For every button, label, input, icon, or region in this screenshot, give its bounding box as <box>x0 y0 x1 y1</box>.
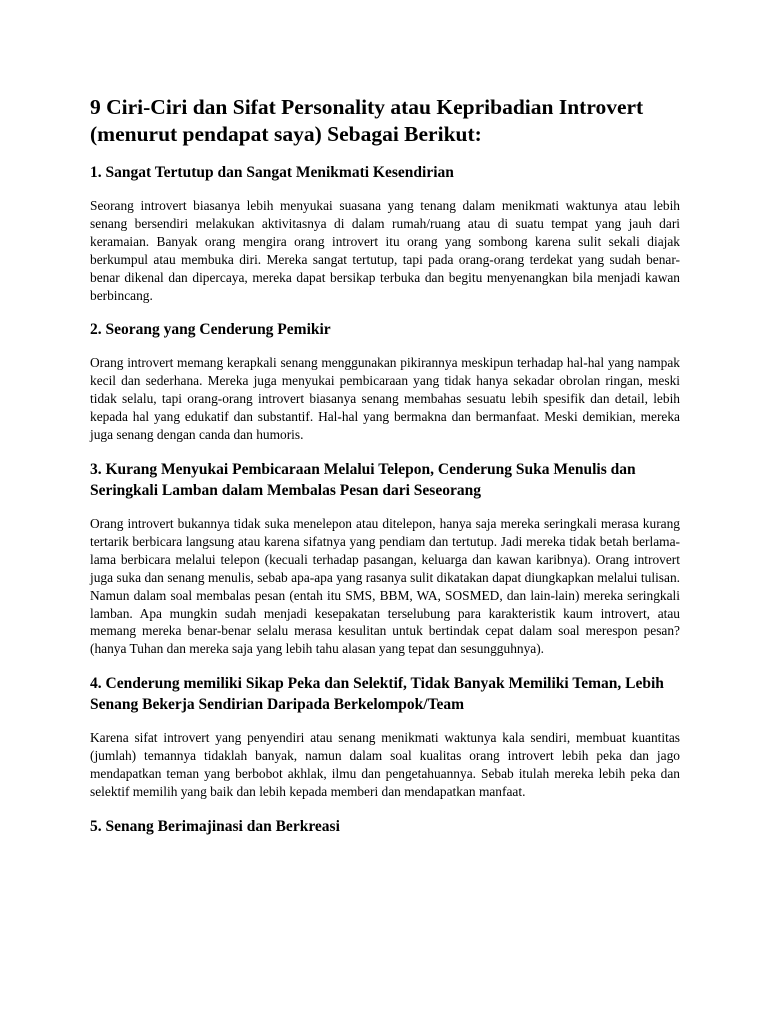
section-body: Karena sifat introvert yang penyendiri atau senang menikmati waktunya kala sendiri, membuat kuantitas (jumlah) temannya tidaklah banyak, namun dalam soal kualitas orang introvert lebih peka dan jago mendapatkan teman yang berbobot akhlak, ilmu dan pengetahuannya. Sebab itulah mereka lebih peka dan selektif memilih yang baik dan lebih kepada memberi dan mendapatkan manfaat. <box>90 730 680 799</box>
section-heading: 3. Kurang Menyukai Pembicaraan Melalui Telepon, Cenderung Suka Menulis dan Seringkali Lamban dalam Membalas Pesan dari Seseorang <box>90 460 636 499</box>
section-body: Orang introvert bukannya tidak suka menelepon atau ditelepon, hanya saja mereka seringkali merasa kurang tertarik berbicara langsung atau karena sifatnya yang pendiam dan tertutup. Jadi mereka tidak betah berlama-lama berbicara melalui telepon (kecuali terhadap pasangan, keluarga dan kawan karibnya). Orang introvert juga suka dan senang menulis, sebab apa-apa yang rasanya sulit dikatakan dapat diungkapkan melalui tulisan. Namun dalam soal membalas pesan (entah itu SMS, BBM, WA, SOSMED, dan lain-lain) mereka seringkali lamban. Apa mungkin sudah menjadi kesepakatan terselubung para karakteristik kaum introvert, atau memang mereka benar-benar selalu merasa kesulitan untuk bertindak cepat dalam soal merespon pesan? (hanya Tuhan dan mereka saja yang lebih tahu alasan yang tepat dan sesungguhnya). <box>90 515 680 657</box>
section-body: Seorang introvert biasanya lebih menyukai suasana yang tenang dalam menikmati waktunya atau lebih senang bersendiri melakukan aktivitasnya di dalam rumah/ruang atau di suatu tempat yang jauh dari keramaian. Banyak orang mengira orang introvert itu orang yang sombong karena sulit sekali diajak berkumpul atau membuka diri. Mereka sangat tertutup, tapi pada orang-orang terdekat yang sudah benar-benar dikenal dan dipercaya, mereka dapat bersikap terbuka dan begitu menyenangkan bila menjadi kawan berbincang. <box>90 198 680 303</box>
section-body: Orang introvert memang kerapkali senang menggunakan pikirannya meskipun terhadap hal-hal yang nampak kecil dan sederhana. Mereka juga menyukai pembicaraan yang tidak hanya sekadar obrolan ringan, meski tidak selalu, tapi orang-orang introvert biasanya senang membahas sesuatu lebih spesifik dan detail, lebih kepada hal yang edukatif dan substantif. Hal-hal yang bermakna dan bermanfaat. Meski demikian, mereka juga senang dengan canda dan humoris. <box>90 355 680 443</box>
section-heading: 1. Sangat Tertutup dan Sangat Menikmati Kesendirian <box>90 164 454 181</box>
section-heading: 5. Senang Berimajinasi dan Berkreasi <box>90 817 340 835</box>
section-heading: 2. Seorang yang Cenderung Pemikir <box>90 321 331 339</box>
section-4 <box>90 673 680 801</box>
section-1 <box>90 162 680 304</box>
document-title: 9 Ciri-Ciri dan Sifat Personality atau Kepribadian Introvert (menurut pendapat saya) Sebagai Berikut: <box>90 95 644 146</box>
section-3 <box>90 459 680 658</box>
section-5 <box>90 816 680 837</box>
section-2 <box>90 319 680 444</box>
section-heading: 4. Cenderung memiliki Sikap Peka dan Selektif, Tidak Banyak Memiliki Teman, Lebih Senang Bekerja Sendirian Daripada Berkelompok/Team <box>90 675 664 714</box>
